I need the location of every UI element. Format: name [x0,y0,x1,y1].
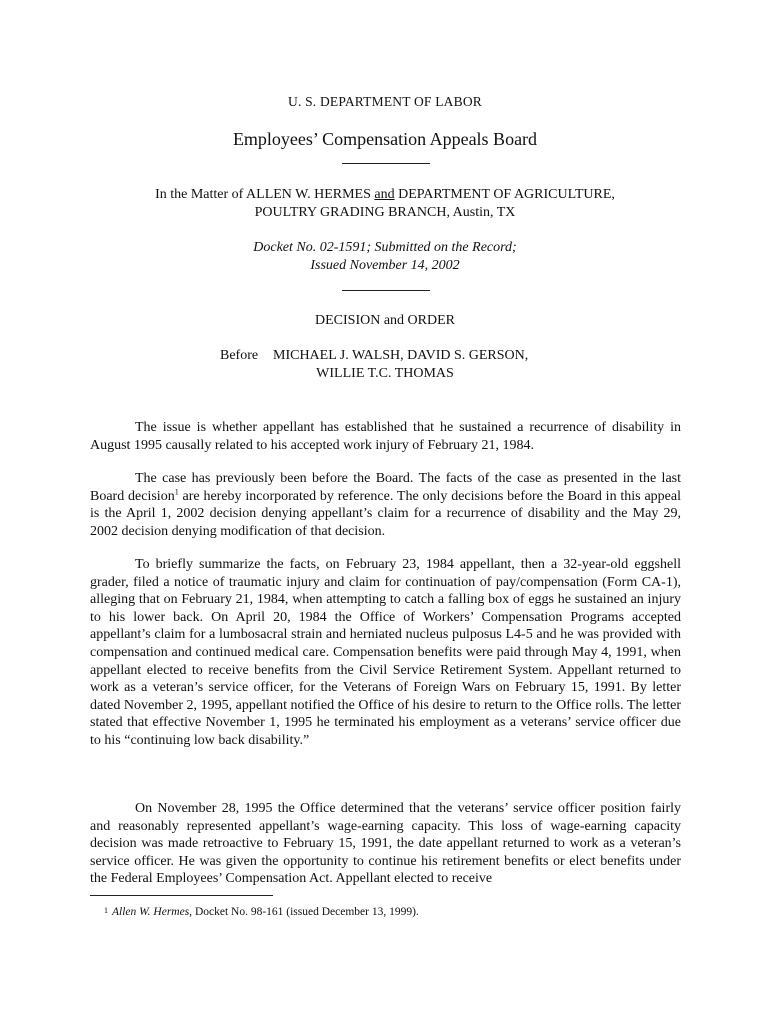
case-caption [0,186,770,222]
paragraph-issue: The issue is whether appellant has established that he sustained a recurrence of disability in August 1995 causally related to his accepted work injury of February 21, 1984. [90,420,681,453]
paragraph-facts: To briefly summarize the facts, on February 23, 1984 appellant, then a 32-year-old eggshell grader, filed a notice of traumatic injury and claim for continuation of pay/compensation (Form CA-1), alleging that on February 21, 1984, when attempting to catch a falling box of eggs he sustained an injury to his lower back. On April 20, 1984 the Office of Workers’ Compensation Programs accepted appellant’s claim for a lumbosacral strain and herniated nucleus pulposus L4-5 and he was provided with compensation and continued medical care. Compensation benefits were paid through May 4, 1991, when appellant elected to receive benefits from the Civil Service Retirement System. Appellant returned to work as a veteran’s service officer, for the Veterans of Foreign Wars on February 15, 1991. By letter dated November 2, 1995, appellant notified the Office of his desire to return to the Office rolls. The letter stated that effective November 1, 1995 he terminated his employment as a veterans’ service officer due to his “continuing low back disability.” [90,557,681,748]
panel-names-line-1: MICHAEL J. WALSH, DAVID S. GERSON, [273,348,529,363]
docket-line-2: Issued November 14, 2002 [310,258,460,273]
docket-line-1: Docket No. 02-1591; Submitted on the Record; [253,240,517,255]
paragraph-history-part-2: are hereby incorporated by reference. The only decisions before the Board in this appeal is the April 1, 2002 decision denying appellant’s claim for a recurrence of disability and the May 29, 2002 decision denying modification of that decision. [90,488,681,539]
caption-line-2: POULTRY GRADING BRANCH, Austin, TX [254,205,516,220]
docket-divider [342,290,430,291]
decision-title: DECISION and ORDER [315,313,455,328]
paragraph-wage-earning: On November 28, 1995 the Office determined that the veterans’ service officer position fairly and reasonably represented appellant’s wage-earning capacity. This loss of wage-earning capacity decision was made retroactive to February 15, 1991, the date appellant returned to work as a veteran’s service officer. He was given the opportunity to continue his retirement benefits or elect benefits under the Federal Employees’ Compensation Act. Appellant elected to receive [90,801,681,887]
title-divider [342,163,430,164]
footnote-ref[interactable]: 1 [174,486,179,496]
paragraph-history-part-1: The case has previously been before the Board. The facts of the case as presented in the last Board decision [90,471,681,504]
footnote-citation: Docket No. 98-161 (issued December 13, 1999). [192,906,419,918]
caption-and: and [374,187,395,202]
caption-suffix: DEPARTMENT OF AGRICULTURE, [394,187,615,202]
footnote-case-name: Allen W. Hermes, [112,906,193,918]
footnote-divider [90,895,273,896]
docket-info [0,239,770,275]
footnote-number: 1 [104,906,108,915]
before-label: Before [220,348,259,363]
caption-prefix: In the Matter of ALLEN W. HERMES [155,187,375,202]
board-title: Employees’ Compensation Appeals Board [232,129,538,149]
footnote [104,906,419,918]
caption-line-1 [0,186,770,204]
panel-names-line-2: WILLIE T.C. THOMAS [316,366,454,381]
department-heading: U. S. DEPARTMENT OF LABOR [288,94,482,109]
paragraph-history [90,470,681,540]
